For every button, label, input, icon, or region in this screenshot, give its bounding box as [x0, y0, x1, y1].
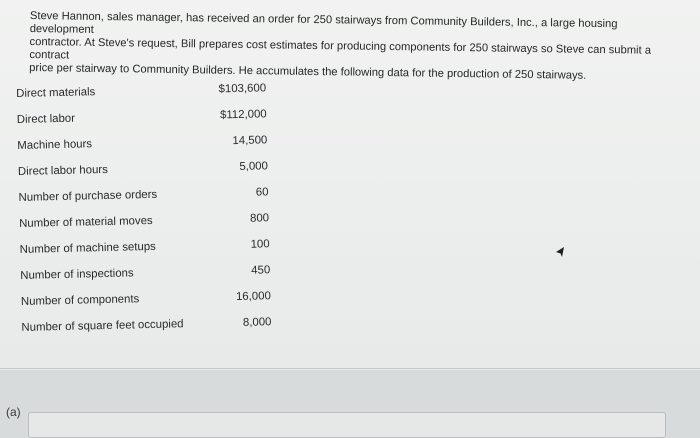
table-row-machine-hours: [17, 132, 267, 154]
table-row-components: [21, 288, 271, 310]
row-value: 8,000: [242, 316, 272, 329]
problem-statement-line-2: contractor. At Steve's request, Bill prepares cost estimates for producing components for 250 stairways so Steve can submit a contract: [29, 35, 652, 62]
table-row-direct-materials: [16, 80, 266, 102]
section-divider: [0, 368, 700, 369]
row-label: Direct materials: [16, 86, 96, 100]
part-a-answer-area[interactable]: [28, 412, 666, 438]
table-row-material-moves: [19, 210, 269, 232]
row-label: Number of purchase orders: [18, 188, 158, 204]
row-value: $112,000: [219, 108, 267, 122]
table-row-direct-labor: [17, 106, 267, 128]
problem-statement-line-3: price per stairway to Community Builders. He accumulates the following data for the production of 250 stairways.: [29, 61, 587, 82]
row-value: 450: [251, 264, 271, 277]
table-row-machine-setups: [20, 236, 270, 258]
row-value: $103,600: [218, 82, 267, 96]
problem-statement: [29, 10, 670, 84]
row-label: Direct labor hours: [17, 163, 108, 178]
table-row-inspections: [20, 262, 270, 284]
part-a-label: (a): [6, 405, 21, 419]
row-value: 5,000: [239, 160, 269, 173]
mouse-pointer-icon: [555, 246, 565, 258]
table-row-purchase-orders: [18, 184, 268, 206]
row-label: Number of components: [20, 293, 140, 308]
row-label: Number of square feet occupied: [21, 318, 184, 334]
row-label: Number of material moves: [18, 214, 153, 230]
row-value: 800: [249, 212, 270, 225]
row-label: Direct labor: [16, 112, 76, 126]
row-value: 16,000: [235, 290, 271, 304]
row-label: Number of inspections: [20, 267, 134, 282]
problem-statement-line-1: Steve Hannon, sales manager, has received an order for 250 stairways from Community Builders, Inc., a large housing development: [29, 10, 618, 36]
table-row-square-feet: [21, 314, 271, 336]
row-label: Machine hours: [17, 138, 93, 152]
row-value: 14,500: [232, 134, 268, 148]
row-label: Number of machine setups: [19, 240, 156, 256]
production-data-table: [16, 80, 272, 351]
row-value: 60: [255, 186, 269, 199]
table-row-direct-labor-hours: [18, 158, 268, 180]
row-value: 100: [250, 238, 270, 251]
